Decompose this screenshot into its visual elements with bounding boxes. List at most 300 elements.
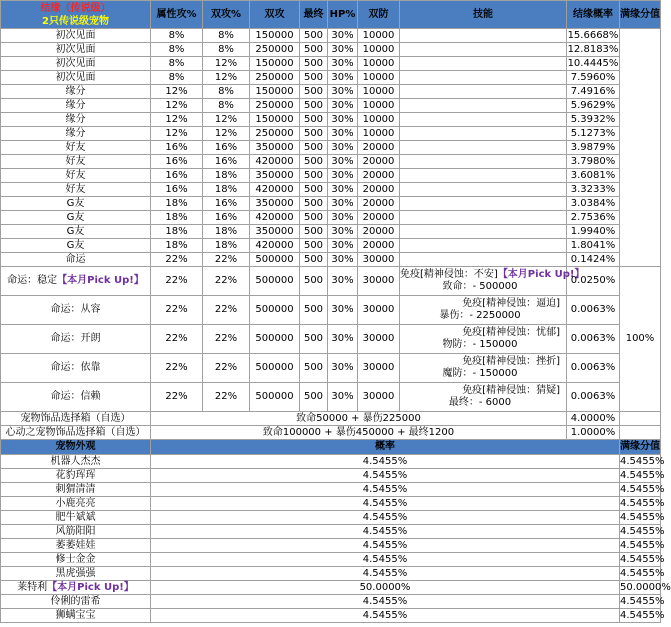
cell-hp: 30% [328, 29, 358, 43]
appearance-row [1, 455, 661, 469]
cell-full-value: 4.5455% [620, 469, 665, 481]
pickup-badge: 【本月Pick Up!】 [497, 269, 585, 280]
table-row [1, 197, 661, 211]
cell-skill [400, 57, 567, 71]
cell-full-value: 50.0000% [620, 581, 671, 593]
skill-effect: 暴伤：- 2250000 [439, 310, 521, 321]
cell-name: G友 [1, 239, 151, 253]
cell-name [1, 595, 151, 609]
cell-dual-pct: 18% [203, 169, 250, 183]
cell-name: 命运 [1, 253, 151, 267]
cell-dual: 420000 [250, 183, 300, 197]
cell-name: 宠物饰品选择箱（自选） [1, 412, 151, 426]
cell-prob: 5.3932% [567, 113, 620, 127]
box-row [1, 426, 661, 440]
cell-hp: 30% [328, 383, 358, 412]
cell-name [1, 539, 151, 553]
fate-name: 命运：稳定 [7, 275, 58, 286]
cell-attr: 12% [151, 113, 203, 127]
cell-prob: 1.0000% [567, 426, 620, 440]
appearance-name: 黑虎强强 [55, 567, 96, 579]
appearance-name: 刺猬清清 [55, 483, 96, 495]
skill-line1 [400, 356, 560, 368]
cell-attr: 16% [151, 155, 203, 169]
cell-hp: 30% [328, 225, 358, 239]
appearance-row [1, 553, 661, 567]
appearance-name: 莱特利 [17, 581, 48, 593]
cell-prob: 1.8041% [567, 239, 620, 253]
cell-final: 500 [300, 57, 328, 71]
cell-dual-pct: 12% [203, 71, 250, 85]
cell-full-value: 4.5455% [620, 539, 665, 551]
cell-full-value: 4.5455% [620, 497, 665, 509]
cell-def: 30000 [358, 253, 400, 267]
cell-final: 500 [300, 296, 328, 325]
cell-attr: 8% [151, 57, 203, 71]
cell-dual-pct: 22% [203, 296, 250, 325]
cell-full-value: 4.5455% [620, 483, 665, 495]
cell-dual-pct: 16% [203, 155, 250, 169]
cell-name: 好友 [1, 141, 151, 155]
cell-def: 10000 [358, 99, 400, 113]
fate-row [1, 296, 661, 325]
cell-dual: 250000 [250, 99, 300, 113]
skill-effect: 魔防：- 150000 [442, 368, 518, 379]
fate-name: 命运：开朗 [50, 333, 101, 344]
cell-prob: 1.9940% [567, 225, 620, 239]
cell-final: 500 [300, 354, 328, 383]
skill-immune: 免疫[精神侵蚀：猜疑] [462, 385, 560, 396]
cell-box-content: 致命50000 + 暴伤225000 [151, 412, 567, 426]
cell-name: 缘分 [1, 113, 151, 127]
cell-def: 30000 [358, 354, 400, 383]
cell-name: 缘分 [1, 127, 151, 141]
appearance-name: 肥牛斌斌 [55, 511, 96, 523]
cell-final: 500 [300, 325, 328, 354]
appearance-name: 风筋阳阳 [55, 525, 96, 537]
header-dual-def: 双防 [358, 1, 400, 29]
cell-skill [400, 211, 567, 225]
cell-skill [400, 113, 567, 127]
table-row [1, 253, 661, 267]
cell-final: 500 [300, 211, 328, 225]
header-hp: HP% [328, 1, 358, 29]
cell-def: 10000 [358, 29, 400, 43]
cell-def: 10000 [358, 71, 400, 85]
cell-skill [400, 99, 567, 113]
cell-skill [400, 325, 567, 354]
cell-name [1, 354, 151, 383]
cell-attr: 12% [151, 99, 203, 113]
pickup-badge: 【本月Pick Up!】 [57, 275, 144, 286]
cell-dual: 420000 [250, 211, 300, 225]
cell-full-value [620, 426, 661, 440]
cell-skill [400, 43, 567, 57]
cell-prob: 4.5455% [151, 455, 620, 469]
appearance-row [1, 567, 661, 581]
cell-hp: 30% [328, 354, 358, 383]
cell-name: 心动之宠物饰品选择箱（自选） [1, 426, 151, 440]
cell-dual: 420000 [250, 239, 300, 253]
cell-name [1, 525, 151, 539]
cell-skill [400, 225, 567, 239]
cell-def: 30000 [358, 383, 400, 412]
cell-hp: 30% [328, 296, 358, 325]
cell-def: 20000 [358, 197, 400, 211]
cell-prob: 15.6668% [567, 29, 619, 41]
skill-effect: 致命：- 500000 [442, 281, 518, 292]
box-row [1, 412, 661, 426]
cell-name: 好友 [1, 183, 151, 197]
cell-skill [400, 183, 567, 197]
cell-dual-pct: 22% [203, 253, 250, 267]
appearance-row [1, 497, 661, 511]
cell-dual-pct: 8% [203, 43, 250, 57]
fate-row [1, 267, 661, 296]
cell-name: 缘分 [1, 85, 151, 99]
cell-def: 20000 [358, 239, 400, 253]
cell-dual-pct: 18% [203, 239, 250, 253]
cell-dual-pct: 8% [203, 29, 250, 43]
cell-attr: 22% [151, 253, 203, 267]
cell-prob: 7.4916% [567, 85, 620, 99]
cell-hp: 30% [328, 85, 358, 99]
cell-hp: 30% [328, 239, 358, 253]
header-final: 最终 [300, 1, 328, 29]
cell-def: 20000 [358, 183, 400, 197]
cell-name: 初次见面 [1, 71, 151, 85]
cell-final: 500 [300, 155, 328, 169]
cell-skill [400, 197, 567, 211]
cell-attr: 18% [151, 239, 203, 253]
cell-hp: 30% [328, 141, 358, 155]
cell-dual: 420000 [250, 155, 300, 169]
table-row [1, 43, 661, 57]
table-row [1, 29, 661, 43]
cell-prob: 3.6081% [567, 169, 620, 183]
cell-name: G友 [1, 197, 151, 211]
cell-name [1, 383, 151, 412]
cell-prob: 12.8183% [567, 43, 619, 55]
cell-attr: 22% [151, 354, 203, 383]
cell-name [1, 483, 151, 497]
cell-final: 500 [300, 85, 328, 99]
cell-name: 好友 [1, 155, 151, 169]
cell-final: 500 [300, 71, 328, 85]
fate-name: 命运：从容 [50, 304, 101, 315]
cell-name: 初次见面 [1, 43, 151, 57]
cell-full-value: 4.5455% [620, 609, 665, 621]
skill-line1 [400, 327, 560, 339]
cell-skill [400, 29, 567, 43]
cell-def: 20000 [358, 225, 400, 239]
cell-attr: 22% [151, 296, 203, 325]
table-row [1, 141, 661, 155]
appearance-name: 伶俐的雷希 [50, 595, 101, 607]
cell-name: 缘分 [1, 99, 151, 113]
cell-full-value: 4.5455% [620, 525, 665, 537]
fate-row [1, 325, 661, 354]
cell-prob: 7.5960% [567, 71, 620, 85]
skill-line1 [400, 385, 560, 397]
cell-dual-pct: 18% [203, 225, 250, 239]
cell-name [1, 267, 151, 296]
cell-name [1, 567, 151, 581]
cell-prob: 3.3233% [567, 183, 620, 197]
cell-attr: 18% [151, 211, 203, 225]
appearance-name: 小鹿亮亮 [55, 497, 96, 509]
appearance-row [1, 609, 661, 623]
cell-dual: 500000 [250, 325, 300, 354]
appearance-header-row [1, 440, 661, 455]
cell-dual: 250000 [250, 127, 300, 141]
skill-effect: 物防：- 150000 [442, 339, 518, 350]
cell-final: 500 [300, 253, 328, 267]
cell-dual: 150000 [250, 113, 300, 127]
cell-skill [400, 383, 567, 412]
header-dual-attack-pct: 双攻% [203, 1, 250, 29]
cell-dual-pct: 8% [203, 99, 250, 113]
cell-final: 500 [300, 43, 328, 57]
skill-effect: 最终：- 6000 [448, 397, 512, 408]
cell-def: 20000 [358, 169, 400, 183]
cell-dual-pct: 22% [203, 267, 250, 296]
cell-name: G友 [1, 225, 151, 239]
cell-dual: 250000 [250, 43, 300, 57]
cell-prob: 3.9879% [567, 141, 620, 155]
cell-dual: 150000 [250, 85, 300, 99]
cell-skill [400, 141, 567, 155]
header-appearance-full: 满缘分值 [620, 440, 661, 455]
skill-immune: 免疫[精神侵蚀：忧郁] [462, 327, 560, 338]
cell-dual: 350000 [250, 169, 300, 183]
cell-dual-pct: 22% [203, 325, 250, 354]
cell-def: 20000 [358, 141, 400, 155]
skill-immune: 免疫[精神侵蚀：逼迫] [462, 298, 560, 309]
cell-attr: 16% [151, 183, 203, 197]
cell-hp: 30% [328, 99, 358, 113]
table-row [1, 99, 661, 113]
cell-dual: 500000 [250, 354, 300, 383]
table-row [1, 239, 661, 253]
cell-prob: 4.5455% [151, 469, 620, 483]
appearance-row [1, 595, 661, 609]
cell-name [1, 296, 151, 325]
cell-prob: 4.5455% [151, 595, 620, 609]
table-title [1, 1, 151, 29]
cell-dual-pct: 16% [203, 211, 250, 225]
cell-final: 500 [300, 225, 328, 239]
cell-final: 500 [300, 169, 328, 183]
appearance-row [1, 469, 661, 483]
cell-dual: 500000 [250, 267, 300, 296]
cell-skill [400, 239, 567, 253]
cell-name [1, 511, 151, 525]
header-attr-attack: 属性攻% [151, 1, 203, 29]
table-row [1, 113, 661, 127]
cell-final: 500 [300, 383, 328, 412]
cell-dual-pct: 12% [203, 57, 250, 71]
cell-hp: 30% [328, 253, 358, 267]
cell-attr: 12% [151, 85, 203, 99]
appearance-name: 花豹珲珲 [55, 469, 96, 481]
cell-def: 10000 [358, 127, 400, 141]
cell-final: 500 [300, 183, 328, 197]
appearance-row [1, 511, 661, 525]
appearance-name: 修士金金 [55, 553, 96, 565]
cell-def: 30000 [358, 325, 400, 354]
cell-dual: 250000 [250, 71, 300, 85]
header-row [1, 1, 661, 29]
cell-attr: 18% [151, 225, 203, 239]
title-line1: 结缘（传说级） [40, 2, 111, 14]
cell-prob: 4.5455% [151, 483, 620, 497]
cell-name: 初次见面 [1, 57, 151, 71]
cell-full-value: 4.5455% [620, 455, 665, 467]
cell-hp: 30% [328, 43, 358, 57]
table-row [1, 57, 661, 71]
cell-prob: 4.5455% [151, 511, 620, 525]
header-prob: 结缘概率 [567, 1, 620, 29]
cell-prob: 10.4445% [567, 57, 619, 69]
cell-skill [400, 253, 567, 267]
cell-attr: 8% [151, 29, 203, 43]
cell-prob: 0.0250% [567, 267, 620, 296]
cell-final: 500 [300, 127, 328, 141]
cell-dual: 350000 [250, 225, 300, 239]
skill-immune: 免疫[精神侵蚀：挫折] [462, 356, 560, 367]
table-row [1, 155, 661, 169]
header-appearance-name: 宠物外观 [1, 440, 151, 455]
cell-def: 10000 [358, 85, 400, 99]
cell-dual: 500000 [250, 296, 300, 325]
appearance-row [1, 525, 661, 539]
cell-prob: 3.0384% [567, 197, 620, 211]
cell-name [1, 469, 151, 483]
skill-line1 [400, 269, 585, 281]
cell-attr: 8% [151, 71, 203, 85]
header-dual-attack: 双攻 [250, 1, 300, 29]
cell-dual-pct: 16% [203, 197, 250, 211]
cell-attr: 22% [151, 383, 203, 412]
skill-line1 [400, 298, 560, 310]
cell-name: G友 [1, 211, 151, 225]
cell-final: 500 [300, 29, 328, 43]
cell-hp: 30% [328, 183, 358, 197]
cell-hp: 30% [328, 325, 358, 354]
table-row [1, 71, 661, 85]
cell-final: 500 [300, 113, 328, 127]
cell-attr: 12% [151, 127, 203, 141]
cell-skill [400, 85, 567, 99]
cell-full-value [620, 412, 661, 426]
cell-prob: 5.1273% [567, 127, 620, 141]
appearance-row [1, 581, 661, 595]
cell-attr: 22% [151, 325, 203, 354]
cell-def: 30000 [358, 296, 400, 325]
cell-dual-pct: 12% [203, 113, 250, 127]
cell-hp: 30% [328, 71, 358, 85]
cell-skill [400, 354, 567, 383]
header-full-value: 满缘分值 [620, 1, 661, 29]
header-appearance-prob: 概率 [151, 440, 620, 455]
cell-prob: 0.0063% [567, 325, 620, 354]
cell-final: 500 [300, 197, 328, 211]
cell-skill [400, 127, 567, 141]
cell-dual: 350000 [250, 197, 300, 211]
cell-prob: 2.7536% [567, 211, 620, 225]
cell-dual-pct: 8% [203, 85, 250, 99]
cell-name: 初次见面 [1, 29, 151, 43]
cell-prob: 5.9629% [567, 99, 620, 113]
cell-def: 20000 [358, 155, 400, 169]
pickup-badge: 【本月Pick Up!】 [47, 581, 134, 593]
table-row [1, 169, 661, 183]
appearance-name: 机器人杰杰 [50, 455, 101, 467]
cell-name [1, 581, 151, 595]
cell-dual-pct: 12% [203, 127, 250, 141]
cell-dual-pct: 18% [203, 183, 250, 197]
cell-prob: 0.0063% [567, 383, 620, 412]
cell-name [1, 497, 151, 511]
cell-hp: 30% [328, 155, 358, 169]
cell-name [1, 325, 151, 354]
cell-def: 10000 [358, 43, 400, 57]
fate-row [1, 354, 661, 383]
fate-name: 命运：依靠 [50, 362, 101, 373]
skill-immune: 免疫[精神侵蚀：不安] [400, 269, 498, 280]
cell-box-content: 致命100000 + 暴伤450000 + 最终1200 [151, 426, 567, 440]
cell-skill [400, 71, 567, 85]
table-row [1, 127, 661, 141]
fate-row [1, 383, 661, 412]
cell-dual: 350000 [250, 141, 300, 155]
cell-def: 30000 [358, 267, 400, 296]
cell-attr: 22% [151, 267, 203, 296]
cell-prob: 0.0063% [567, 296, 620, 325]
cell-hp: 30% [328, 127, 358, 141]
cell-prob: 4.5455% [151, 497, 620, 511]
cell-skill [400, 296, 567, 325]
cell-skill [400, 169, 567, 183]
cell-full-value: 4.5455% [620, 595, 665, 607]
cell-name [1, 455, 151, 469]
cell-hp: 30% [328, 211, 358, 225]
cell-def: 10000 [358, 57, 400, 71]
cell-attr: 16% [151, 141, 203, 155]
cell-name [1, 609, 151, 623]
cell-full-value: 4.5455% [620, 567, 665, 579]
appearance-row [1, 539, 661, 553]
cell-dual-pct: 16% [203, 141, 250, 155]
cell-name: 好友 [1, 169, 151, 183]
cell-final: 500 [300, 141, 328, 155]
cell-prob: 0.0063% [567, 354, 620, 383]
title-line2: 2只传说级宠物 [42, 15, 109, 27]
appearance-name: 萎萎娃娃 [55, 539, 96, 551]
cell-dual: 500000 [250, 383, 300, 412]
cell-prob: 4.5455% [151, 525, 620, 539]
cell-prob: 0.1424% [567, 253, 620, 267]
cell-hp: 30% [328, 197, 358, 211]
table-row [1, 225, 661, 239]
cell-hp: 30% [328, 267, 358, 296]
cell-prob: 4.0000% [567, 412, 620, 426]
cell-hp: 30% [328, 113, 358, 127]
cell-prob: 50.0000% [151, 581, 620, 595]
cell-dual: 500000 [250, 253, 300, 267]
cell-attr: 8% [151, 43, 203, 57]
